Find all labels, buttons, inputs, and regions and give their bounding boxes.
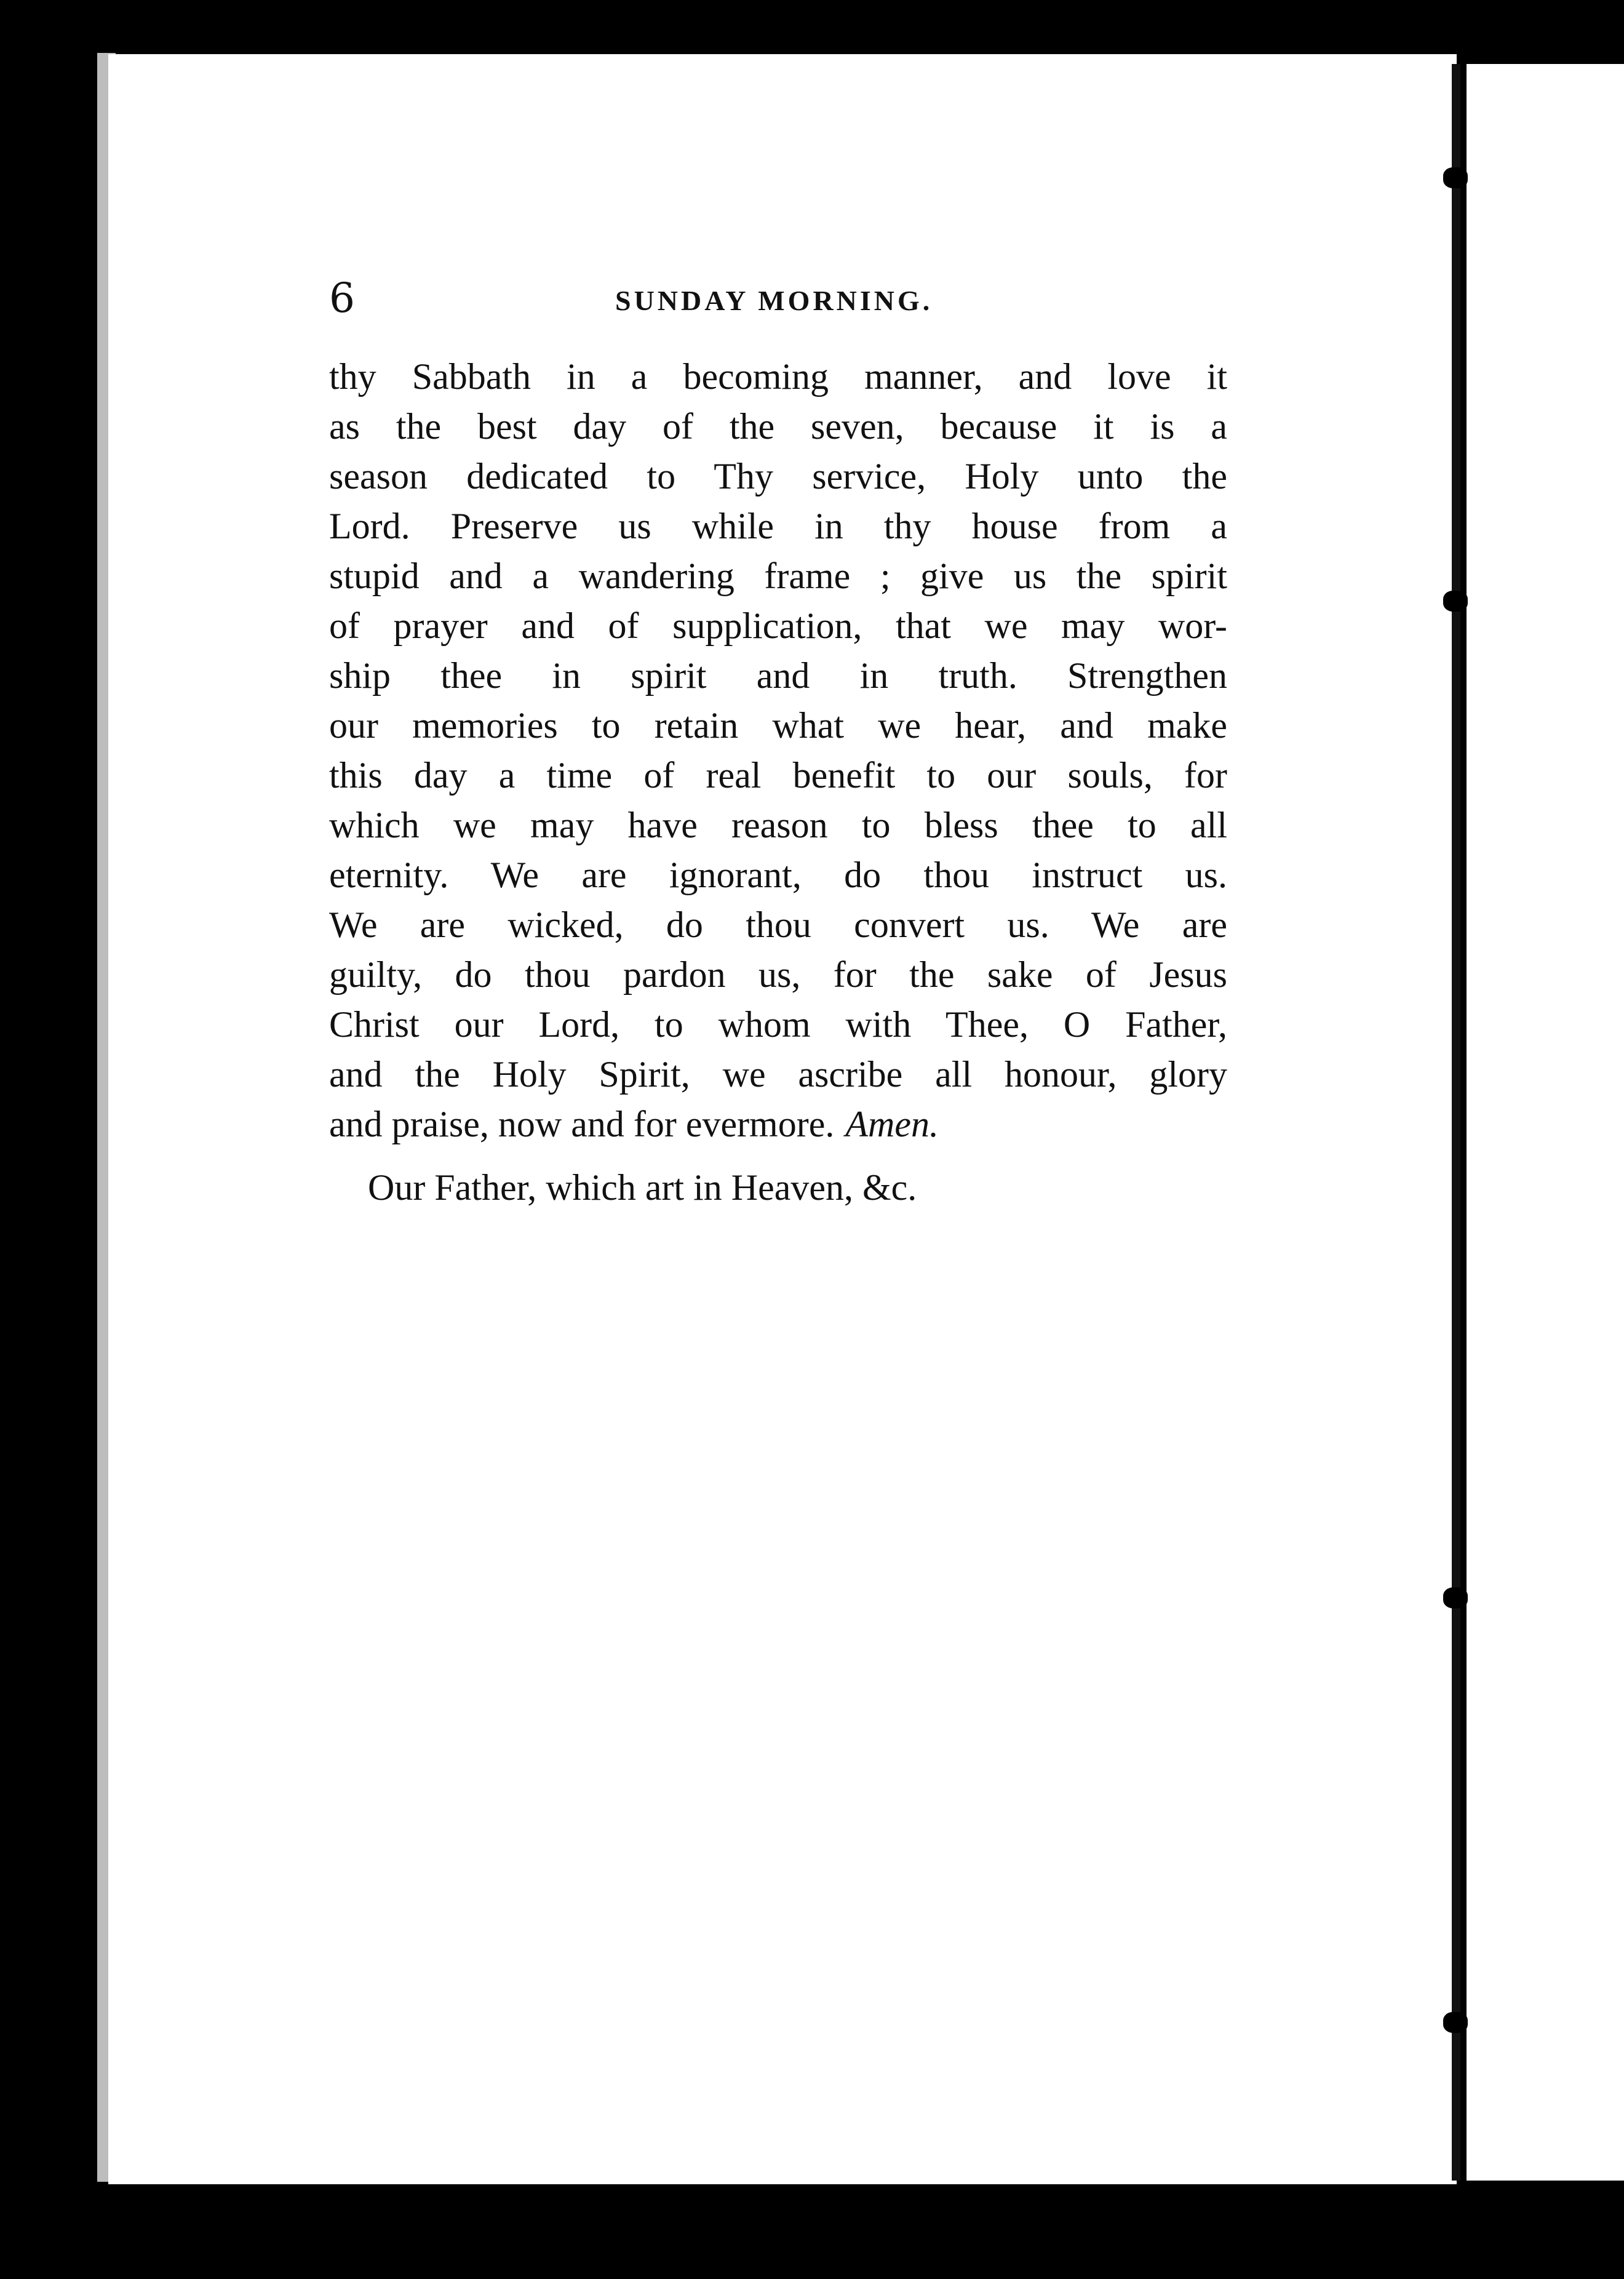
binding-thread xyxy=(1452,64,1460,2181)
text-line: and praise, now and for evermore. xyxy=(329,1104,835,1144)
text-line: as the best day of the seven, because it is a xyxy=(329,406,1227,447)
prayer-text xyxy=(329,352,1227,1149)
amen-word: Amen. xyxy=(845,1104,939,1144)
binding-stitch xyxy=(1443,167,1468,188)
text-line: thy Sabbath in a becoming manner, and love it xyxy=(329,356,1227,397)
text-line: We are wicked, do thou convert us. We are xyxy=(329,904,1227,945)
text-line: Lord. Preserve us while in thy house from a xyxy=(329,506,1227,546)
text-line: stupid and a wandering frame ; give us the spirit xyxy=(329,556,1227,596)
text-line: which we may have reason to bless thee to all xyxy=(329,805,1227,845)
binding-stitch xyxy=(1443,591,1468,612)
binding-stitch xyxy=(1443,2012,1468,2033)
text-line: ship thee in spirit and in truth. Strengthen xyxy=(329,655,1227,696)
text-line: this day a time of real benefit to our souls, for xyxy=(329,755,1227,796)
binding-stitch xyxy=(1443,1587,1468,1608)
text-line-final xyxy=(329,1100,1227,1149)
page-number: 6 xyxy=(329,274,355,322)
text-line: and the Holy Spirit, we ascribe all honour, glory xyxy=(329,1054,1227,1095)
running-head: SUNDAY MORNING. xyxy=(615,285,933,316)
closing-line: Our Father, which art in Heaven, &c. xyxy=(368,1167,917,1208)
text-line: Christ our Lord, to whom with Thee, O Father, xyxy=(329,1004,1227,1045)
text-line: of prayer and of supplication, that we may wor- xyxy=(329,605,1227,646)
text-line: guilty, do thou pardon us, for the sake of Jesus xyxy=(329,954,1227,995)
page-header xyxy=(329,274,1240,327)
text-line: our memories to retain what we hear, and make xyxy=(329,705,1227,746)
facing-page-edge xyxy=(1467,64,1624,2181)
text-line: season dedicated to Thy service, Holy unto the xyxy=(329,456,1227,497)
text-line: eternity. We are ignorant, do thou instruct us. xyxy=(329,855,1227,895)
